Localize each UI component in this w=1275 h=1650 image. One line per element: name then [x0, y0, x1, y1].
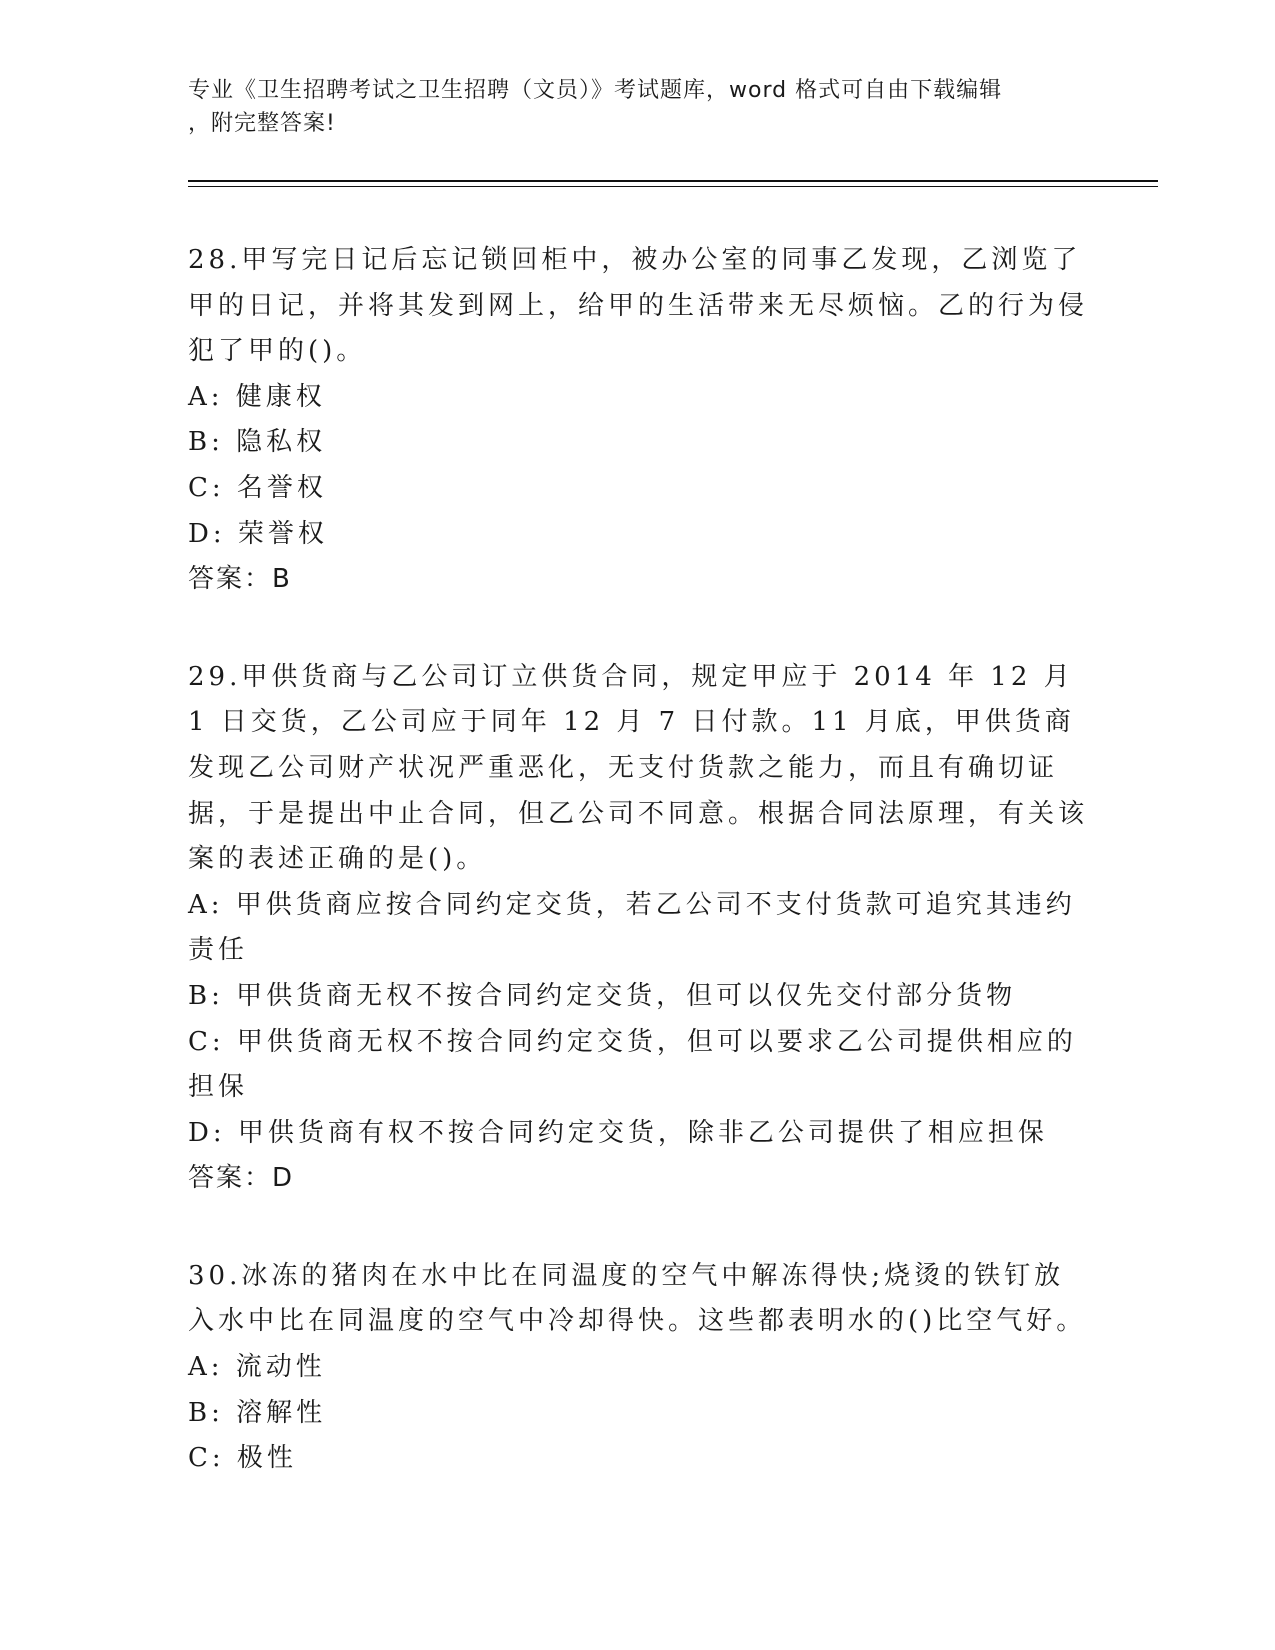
question-30	[188, 1254, 1088, 1482]
header-title-line-1: 专业《卫生招聘考试之卫生招聘（文员）》考试题库，word 格式可自由下载编辑	[188, 78, 1003, 103]
question-list	[188, 238, 1088, 1534]
option-a: A: 流动性	[188, 1352, 326, 1383]
option-c: C: 名誉权	[188, 472, 327, 503]
option-d: D: 荣誉权	[188, 518, 328, 549]
option-b: B: 溶解性	[188, 1397, 327, 1428]
question-stem: 30.冰冻的猪肉在水中比在同温度的空气中解冻得快;烧烫的铁钉放入水中比在同温度的空气中冷却得快。这些都表明水的()比空气好。	[188, 1260, 1087, 1337]
option-c: C: 甲供货商无权不按合同约定交货，但可以要求乙公司提供相应的担保	[188, 1026, 1077, 1103]
answer-line: 答案：B	[188, 564, 292, 595]
option-c: C: 极性	[188, 1443, 297, 1474]
answer-line: 答案：D	[188, 1163, 295, 1194]
option-d: D: 甲供货商有权不按合同约定交货，除非乙公司提供了相应担保	[188, 1117, 1048, 1148]
header-title-line-2: ，附完整答案!	[188, 111, 336, 136]
question-stem: 29.甲供货商与乙公司订立供货合同，规定甲应于 2014 年 12 月 1 日交货，乙公司应于同年 12 月 7 日付款。11 月底，甲供货商发现乙公司财产状况严重恶化，无支付货款之能力，而且有确切证据，于是提出中止合同，但乙公司不同意。根据合同法原理，有关该案的表述正确的是()。	[188, 661, 1089, 875]
question-29	[188, 655, 1088, 1202]
option-b: B: 甲供货商无权不按合同约定交货，但可以仅先交付部分货物	[188, 980, 1017, 1011]
question-28	[188, 238, 1088, 603]
header-divider-thick	[188, 180, 1158, 182]
question-stem: 28.甲写完日记后忘记锁回柜中，被办公室的同事乙发现，乙浏览了甲的日记，并将其发到网上，给甲的生活带来无尽烦恼。乙的行为侵犯了甲的()。	[188, 245, 1089, 367]
option-b: B: 隐私权	[188, 427, 327, 458]
option-a: A: 甲供货商应按合同约定交货，若乙公司不支付货款可追究其违约责任	[188, 889, 1076, 966]
document-header	[188, 74, 1088, 140]
option-a: A: 健康权	[188, 381, 326, 412]
header-divider-thin	[188, 186, 1158, 187]
